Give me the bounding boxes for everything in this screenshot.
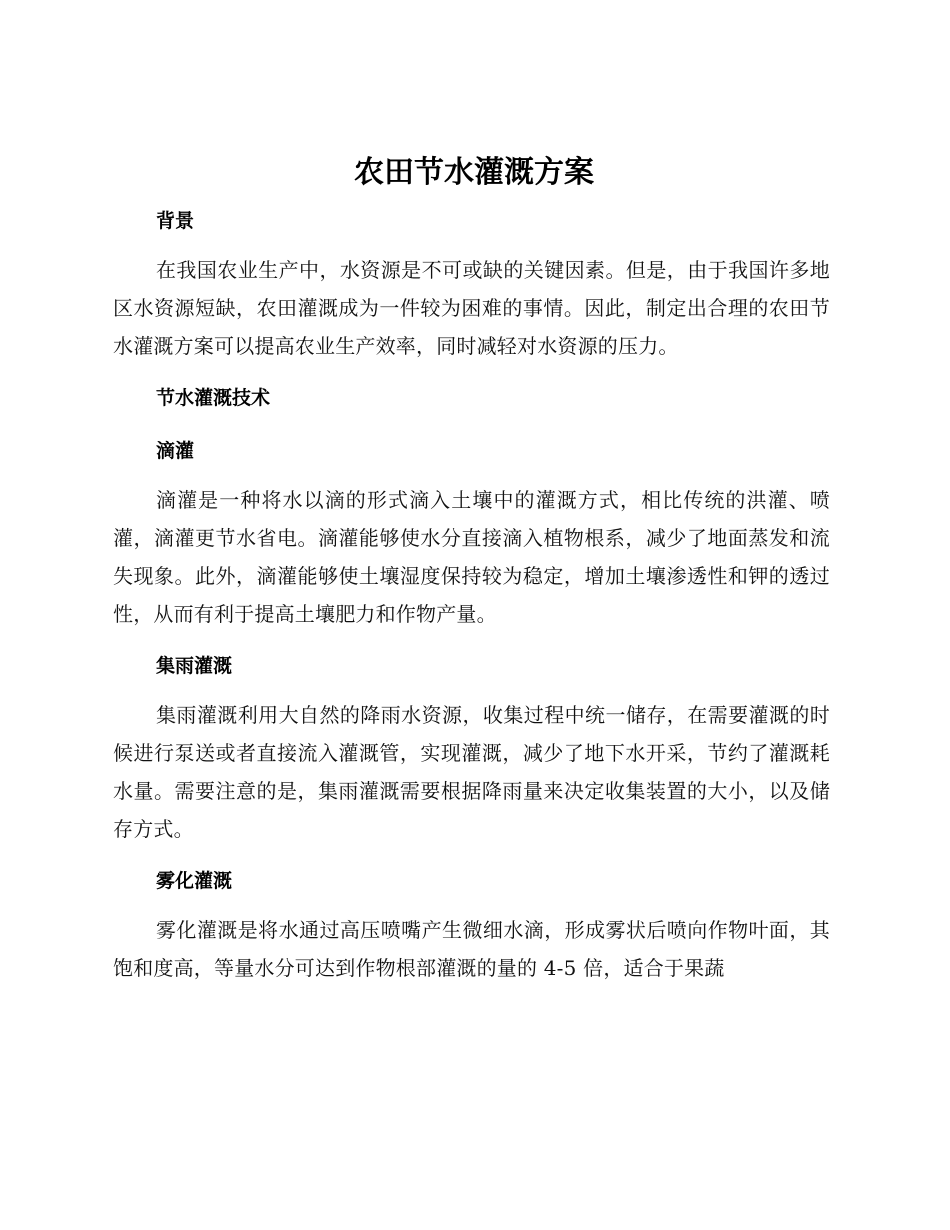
paragraph-mist-irrigation: 雾化灌溉是将水通过高压喷嘴产生微细水滴，形成雾状后喷向作物叶面，其饱和度高，等量水分可达到作物根部灌溉的量的 4-5 倍，适合于果蔬 — [113, 918, 830, 980]
spacer — [113, 365, 830, 385]
spacer — [113, 235, 830, 251]
heading-rainwater-irrigation: 集雨灌溉 — [156, 655, 233, 677]
heading-drip-irrigation: 滴灌 — [156, 440, 195, 462]
paragraph-rainwater-irrigation: 集雨灌溉利用大自然的降雨水资源，收集过程中统一储存，在需要灌溉的时候进行泵送或者直接流入灌溉管，实现灌溉，减少了地下水开采，节约了灌溉耗水量。需要注意的是，集雨灌溉需要根据降雨量来决定收集装置的大小，以及储存方式。 — [113, 703, 830, 841]
document-title: 农田节水灌溉方案 — [354, 155, 594, 190]
spacer — [113, 465, 830, 481]
paragraph-drip-irrigation: 滴灌是一种将水以滴的形式滴入土壤中的灌溉方式，相比传统的洪灌、喷灌，滴灌更节水省电。滴灌能够使水分直接滴入植物根系，减少了地面蒸发和流失现象。此外，滴灌能够使土壤湿度保持较为稳定，增加土壤渗透性和钾的透过性，从而有利于提高土壤肥力和作物产量。 — [113, 488, 830, 626]
spacer — [113, 848, 830, 868]
spacer — [113, 633, 830, 653]
spacer — [113, 412, 830, 438]
spacer — [113, 680, 830, 696]
heading-water-saving-tech: 节水灌溉技术 — [156, 387, 271, 409]
spacer — [113, 895, 830, 911]
spacer — [113, 196, 830, 208]
heading-background: 背景 — [156, 210, 195, 232]
heading-mist-irrigation: 雾化灌溉 — [156, 870, 233, 892]
paragraph-background: 在我国农业生产中，水资源是不可或缺的关键因素。但是，由于我国许多地区水资源短缺，农田灌溉成为一件较为困难的事情。因此，制定出合理的农田节水灌溉方案可以提高农业生产效率，同时减轻对水资源的压力。 — [113, 258, 830, 358]
